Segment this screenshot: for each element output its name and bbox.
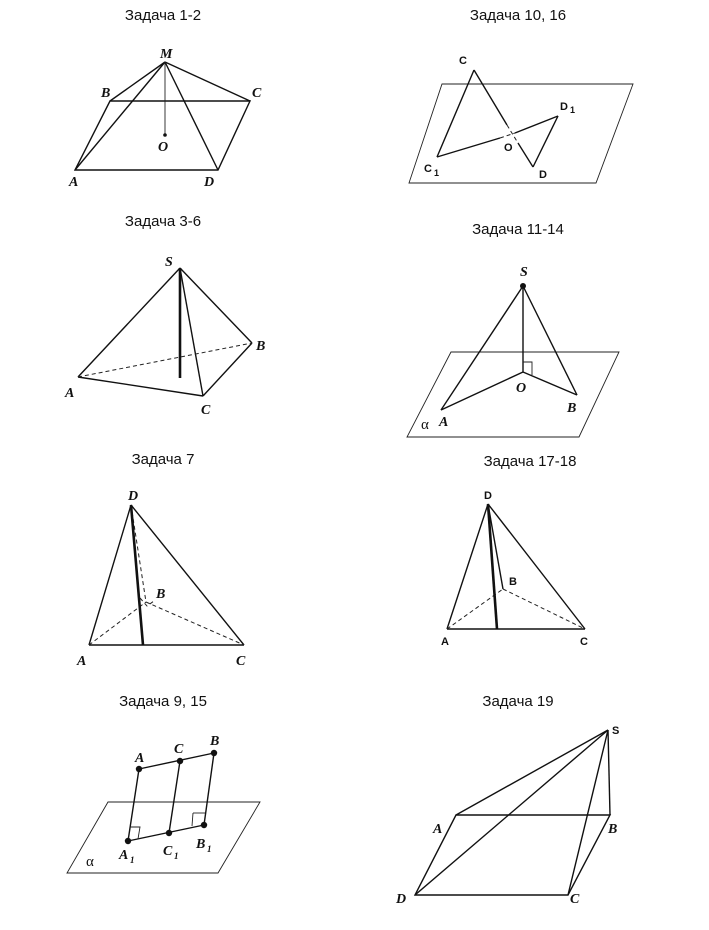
label-b: B <box>608 822 618 837</box>
plane <box>409 84 633 183</box>
title-task-1-2: Задача 1-2 <box>124 7 202 24</box>
title-task-7: Задача 7 <box>131 451 195 468</box>
label-b1: B <box>196 837 206 852</box>
point-a1 <box>125 838 131 844</box>
figure-task-11-14 <box>407 265 619 437</box>
label-a: A <box>69 175 79 190</box>
title-task-19: Задача 19 <box>482 693 554 710</box>
edge-sa <box>456 730 608 815</box>
label-b: B <box>256 339 266 354</box>
point-c1 <box>166 830 172 836</box>
edge-sa <box>78 268 180 377</box>
segment-aa1 <box>128 769 139 841</box>
label-b: B <box>156 587 166 602</box>
label-d: D <box>204 175 215 190</box>
label-c: C <box>201 403 211 418</box>
label-c: C <box>236 654 246 669</box>
label-c: C <box>459 55 467 67</box>
edge-sb <box>608 730 610 815</box>
edge-bc-hidden <box>503 589 585 629</box>
label-a: A <box>65 386 75 401</box>
segment-cc1 <box>169 761 180 833</box>
label-a: A <box>77 654 87 669</box>
label-o: O <box>158 140 169 155</box>
point-b1 <box>201 822 207 828</box>
segment-o-d-hidden <box>507 125 518 143</box>
label-b: B <box>567 401 577 416</box>
label-a: A <box>441 636 449 648</box>
segment-ob <box>523 372 577 395</box>
label-b: B <box>101 86 111 101</box>
segment-c-c1 <box>437 70 474 157</box>
label-d: D <box>539 169 547 181</box>
title-task-3-6: Задача 3-6 <box>124 213 202 230</box>
figure-task-7 <box>76 489 246 669</box>
title-task-9-15: Задача 9, 15 <box>119 693 207 710</box>
title-task-17-18: Задача 17-18 <box>483 453 577 470</box>
label-c1: C <box>424 163 432 175</box>
edge-mc <box>165 62 250 101</box>
label-c: C <box>580 636 588 648</box>
point-s <box>520 283 526 289</box>
label-d1-sub: 1 <box>570 105 576 115</box>
base-parallelogram-abcd <box>75 101 250 170</box>
point-b <box>211 750 217 756</box>
label-alpha: α <box>421 417 429 433</box>
segment-c-o <box>474 70 507 125</box>
right-angle-mark-a1 <box>130 827 140 839</box>
edge-sd <box>415 730 608 895</box>
label-c1-sub: 1 <box>174 851 179 861</box>
label-b1-sub: 1 <box>207 844 212 854</box>
label-s: S <box>520 265 528 280</box>
edge-sc <box>180 268 203 396</box>
label-c: C <box>252 86 262 101</box>
point-o <box>163 133 167 137</box>
segment-d-base <box>488 504 497 629</box>
right-angle-mark-b1-side <box>192 813 193 826</box>
edge-ac <box>78 377 203 396</box>
label-a1-sub: 1 <box>130 855 135 865</box>
edge-da <box>447 504 488 629</box>
label-c1-sub: 1 <box>434 168 440 178</box>
figure-task-1-2 <box>68 47 262 190</box>
edge-sc <box>568 730 608 895</box>
label-a: A <box>439 415 449 430</box>
label-c1: C <box>163 844 173 859</box>
label-d: D <box>484 490 492 502</box>
point-c <box>177 758 183 764</box>
label-b: B <box>509 576 517 588</box>
edge-ab-hidden <box>89 602 146 645</box>
label-m: M <box>160 47 173 62</box>
base-parallelogram-abcd <box>415 815 610 895</box>
label-o: O <box>516 381 527 396</box>
label-d: D <box>396 892 407 907</box>
label-alpha: α <box>86 854 94 870</box>
edge-dc <box>488 504 585 629</box>
figure-task-19 <box>395 725 619 907</box>
figure-task-10-16 <box>409 55 633 183</box>
segment-sb <box>523 286 577 395</box>
label-c: C <box>570 892 580 907</box>
label-d: D <box>128 489 139 504</box>
edge-da <box>89 505 131 645</box>
label-s: S <box>612 725 620 737</box>
title-task-11-14: Задача 11-14 <box>472 221 564 238</box>
figure-task-17-18 <box>441 490 588 648</box>
plane-alpha <box>67 802 260 873</box>
label-s: S <box>165 255 173 270</box>
edge-ma <box>75 62 165 170</box>
segment-d-base <box>131 505 143 645</box>
figure-task-3-6 <box>64 255 265 418</box>
edge-md <box>165 62 218 170</box>
edge-dc <box>131 505 244 645</box>
label-c: C <box>174 742 184 757</box>
segment-bb1 <box>204 753 214 825</box>
label-a1: A <box>119 848 129 863</box>
label-b: B <box>210 734 220 749</box>
label-a: A <box>135 751 145 766</box>
segment-c1-o <box>437 138 500 157</box>
segment-o-d <box>518 143 533 167</box>
edge-bc-hidden <box>146 602 244 645</box>
figure-task-9-15 <box>67 734 260 873</box>
label-a: A <box>433 822 443 837</box>
label-o: O <box>504 142 513 154</box>
label-d1: D <box>560 101 568 113</box>
title-task-10-16: Задача 10, 16 <box>469 7 567 24</box>
point-a <box>136 766 142 772</box>
